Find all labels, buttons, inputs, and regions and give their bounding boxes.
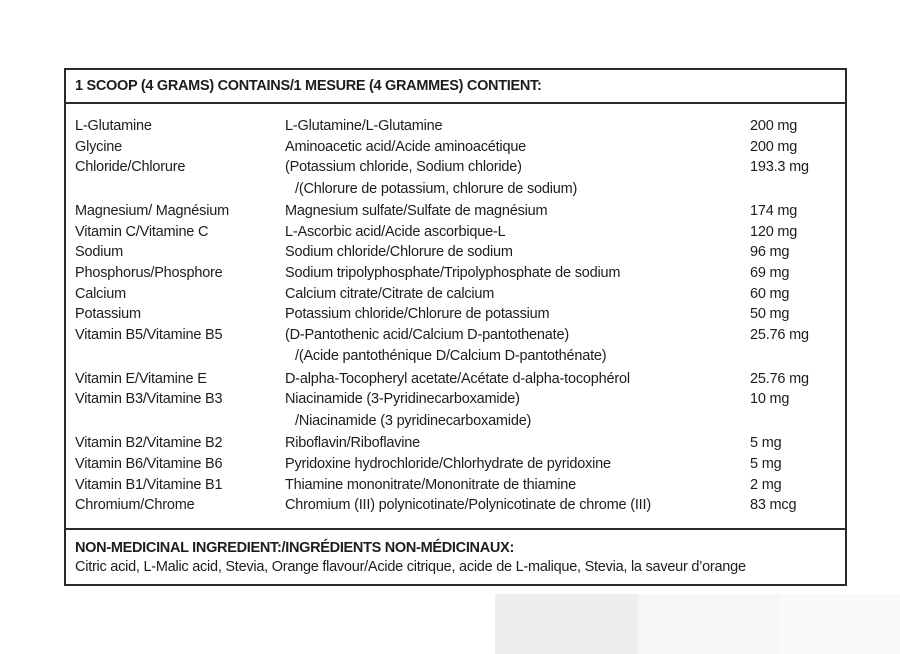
ingredient-row bbox=[66, 304, 845, 325]
ingredient-source-line: Magnesium sulfate/Sulfate de magnésium bbox=[285, 203, 548, 220]
ingredient-row bbox=[66, 389, 845, 433]
ingredient-amount: 200 mg bbox=[750, 138, 798, 155]
ingredient-list bbox=[66, 104, 845, 516]
ingredient-amount: 96 mg bbox=[750, 244, 790, 261]
ingredient-source-line: Sodium tripolyphosphate/Tripolyphosphate de sodium bbox=[285, 264, 621, 281]
ingredient-source-line: Calcium citrate/Citrate de calcium bbox=[285, 285, 495, 302]
ingredient-source bbox=[285, 495, 651, 515]
ingredient-source bbox=[285, 433, 420, 453]
ingredient-source bbox=[285, 157, 577, 199]
ingredient-amount: 200 mg bbox=[750, 118, 798, 134]
ingredient-source-line-2: /(Acide pantothénique D/Calcium D-pantothénate) bbox=[295, 348, 607, 365]
ingredient-name: Vitamin B2/Vitamine B2 bbox=[75, 435, 223, 452]
ingredient-source bbox=[285, 222, 505, 242]
ingredient-source-line: Potassium chloride/Chlorure de potassium bbox=[285, 306, 550, 323]
ingredient-amount: 2 mg bbox=[750, 476, 782, 493]
ingredient-source bbox=[285, 263, 620, 283]
ingredient-row bbox=[66, 475, 845, 496]
ingredient-source-line: D-alpha-Tocopheryl acetate/Acétate d-alpha-tocophérol bbox=[285, 370, 630, 387]
ingredient-name: Vitamin B1/Vitamine B1 bbox=[75, 476, 223, 493]
ingredient-source-line: Riboflavin/Riboflavine bbox=[285, 435, 421, 452]
ingredient-row bbox=[66, 325, 845, 369]
ingredient-name: L-Glutamine bbox=[75, 118, 152, 134]
ingredient-amount: 5 mg bbox=[750, 455, 782, 472]
ingredient-name: Chromium/Chrome bbox=[75, 497, 195, 514]
ingredient-name: Vitamin B5/Vitamine B5 bbox=[75, 326, 223, 343]
non-medicinal-title: NON-MEDICINAL INGREDIENT:/INGRÉDIENTS NON-MÉDICINAUX: bbox=[75, 540, 514, 556]
ingredient-source-line-2: /Niacinamide (3 pyridinecarboxamide) bbox=[295, 412, 532, 429]
ingredient-row bbox=[66, 263, 845, 284]
ingredient-source-line: Chromium (III) polynicotinate/Polynicotinate de chrome (III) bbox=[285, 497, 651, 514]
ingredient-amount: 10 mg bbox=[750, 391, 790, 408]
ingredient-amount: 25.76 mg bbox=[750, 370, 809, 387]
ingredient-amount: 174 mg bbox=[750, 203, 798, 220]
ingredient-source bbox=[285, 325, 606, 367]
ingredient-source-line: Thiamine mononitrate/Mononitrate de thiamine bbox=[285, 476, 577, 493]
ingredient-row bbox=[66, 137, 845, 158]
ingredient-row bbox=[66, 369, 845, 390]
ingredient-row bbox=[66, 454, 845, 475]
ingredient-source-line: Aminoacetic acid/Acide aminoacétique bbox=[285, 138, 527, 155]
ingredient-source bbox=[285, 475, 576, 495]
ingredient-name: Glycine bbox=[75, 138, 122, 155]
ingredient-row bbox=[66, 433, 845, 454]
ingredient-source-line: L-Glutamine/L-Glutamine bbox=[285, 118, 443, 134]
supplement-facts-label bbox=[64, 68, 847, 586]
ingredient-source bbox=[285, 137, 526, 157]
ingredient-name: Vitamin B3/Vitamine B3 bbox=[75, 391, 223, 408]
ingredient-amount: 120 mg bbox=[750, 223, 798, 240]
ingredient-source-line: Sodium chloride/Chlorure de sodium bbox=[285, 244, 513, 261]
ingredient-source-line: Pyridoxine hydrochloride/Chlorhydrate de pyridoxine bbox=[285, 455, 611, 472]
ingredient-name: Potassium bbox=[75, 306, 141, 323]
background-patch bbox=[780, 594, 900, 654]
ingredient-row bbox=[66, 201, 845, 222]
ingredient-source-line: (D-Pantothenic acid/Calcium D-pantothenate) bbox=[285, 326, 569, 343]
ingredient-row bbox=[66, 242, 845, 263]
ingredient-name: Phosphorus/Phosphore bbox=[75, 264, 223, 281]
ingredient-source bbox=[285, 201, 547, 221]
background-patch bbox=[638, 594, 780, 654]
ingredient-name: Magnesium/ Magnésium bbox=[75, 203, 229, 220]
non-medicinal-text: Citric acid, L-Malic acid, Stevia, Orange flavour/Acide citrique, acide de L-malique, Stevia, la saveur d’orange bbox=[75, 559, 746, 575]
ingredient-source bbox=[285, 304, 549, 324]
ingredient-name: Sodium bbox=[75, 244, 123, 261]
ingredient-source bbox=[285, 369, 630, 389]
ingredient-row bbox=[66, 284, 845, 305]
ingredient-source bbox=[285, 116, 442, 136]
non-medicinal-section bbox=[66, 528, 845, 584]
ingredient-row bbox=[66, 116, 845, 137]
ingredient-source bbox=[285, 389, 531, 431]
ingredient-name: Vitamin B6/Vitamine B6 bbox=[75, 455, 223, 472]
ingredient-amount: 50 mg bbox=[750, 306, 790, 323]
ingredient-name: Vitamin E/Vitamine E bbox=[75, 370, 207, 387]
ingredient-source-line-2: /(Chlorure de potassium, chlorure de sodium) bbox=[295, 180, 578, 197]
ingredient-row bbox=[66, 157, 845, 201]
label-header: 1 SCOOP (4 GRAMS) CONTAINS/1 MESURE (4 GRAMMES) CONTIENT: bbox=[66, 70, 845, 104]
ingredient-source bbox=[285, 454, 611, 474]
ingredient-amount: 193.3 mg bbox=[750, 159, 809, 176]
ingredient-source-line: Niacinamide (3-Pyridinecarboxamide) bbox=[285, 391, 520, 408]
ingredient-name: Vitamin C/Vitamine C bbox=[75, 223, 209, 240]
ingredient-row bbox=[66, 222, 845, 243]
ingredient-amount: 5 mg bbox=[750, 435, 782, 452]
ingredient-source-line: L-Ascorbic acid/Acide ascorbique-L bbox=[285, 223, 506, 240]
ingredient-amount: 83 mcg bbox=[750, 497, 797, 514]
ingredient-name: Chloride/Chlorure bbox=[75, 159, 186, 176]
ingredient-amount: 60 mg bbox=[750, 285, 790, 302]
ingredient-row bbox=[66, 495, 845, 516]
ingredient-source bbox=[285, 284, 494, 304]
ingredient-amount: 69 mg bbox=[750, 264, 790, 281]
ingredient-amount: 25.76 mg bbox=[750, 326, 809, 343]
ingredient-name: Calcium bbox=[75, 285, 126, 302]
ingredient-source-line: (Potassium chloride, Sodium chloride) bbox=[285, 159, 522, 176]
background-patch bbox=[495, 594, 638, 654]
ingredient-source bbox=[285, 242, 513, 262]
